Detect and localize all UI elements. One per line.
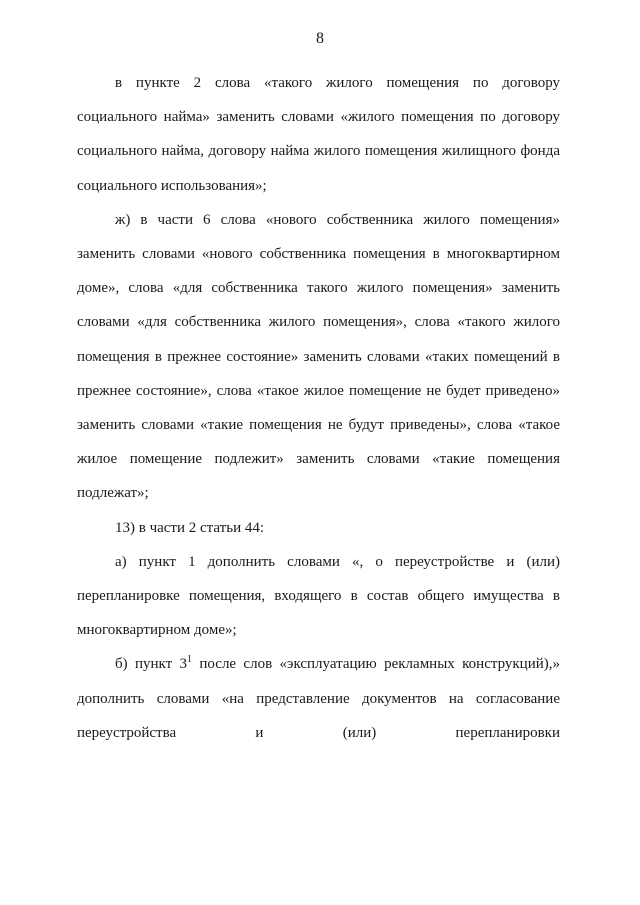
paragraph-5-start: б) пункт 3 bbox=[115, 656, 188, 673]
paragraph-5-rest: после слов «эксплуатацию рекламных конструкций),» дополнить словами «на представление документов на согласование переустройства и (или) перепланировки bbox=[77, 656, 561, 741]
paragraph-5 bbox=[77, 647, 560, 750]
superscript-index: 1 bbox=[187, 654, 193, 666]
paragraph-1: в пункте 2 слова «такого жилого помещения по договору социального найма» заменить словами «жилого помещения по договору социального найма, договору найма жилого помещения жилищного фонда социального использования»; bbox=[77, 75, 560, 194]
page-number: 8 bbox=[316, 30, 324, 47]
paragraph-2: ж) в части 6 слова «нового собственника жилого помещения» заменить словами «нового собственника помещения в многоквартирном доме», слова «для собственника такого жилого помещения» заменить словами «для собственника жилого помещения», слова «такого жилого помещения в прежнее состояние» заменить словами «таких помещений в прежнее состояние», слова «такое жилое помещение не будет приведено» заменить словами «такие помещения не будут приведены», слова «такое жилое помещение подлежит» заменить словами «такие помещения подлежат»; bbox=[77, 211, 560, 502]
document-body bbox=[77, 66, 560, 750]
paragraph-3: 13) в части 2 статьи 44: bbox=[115, 519, 265, 536]
paragraph-4: а) пункт 1 дополнить словами «, о переустройстве и (или) перепланировке помещения, входящего в состав общего имущества в многоквартирном доме»; bbox=[77, 553, 560, 639]
